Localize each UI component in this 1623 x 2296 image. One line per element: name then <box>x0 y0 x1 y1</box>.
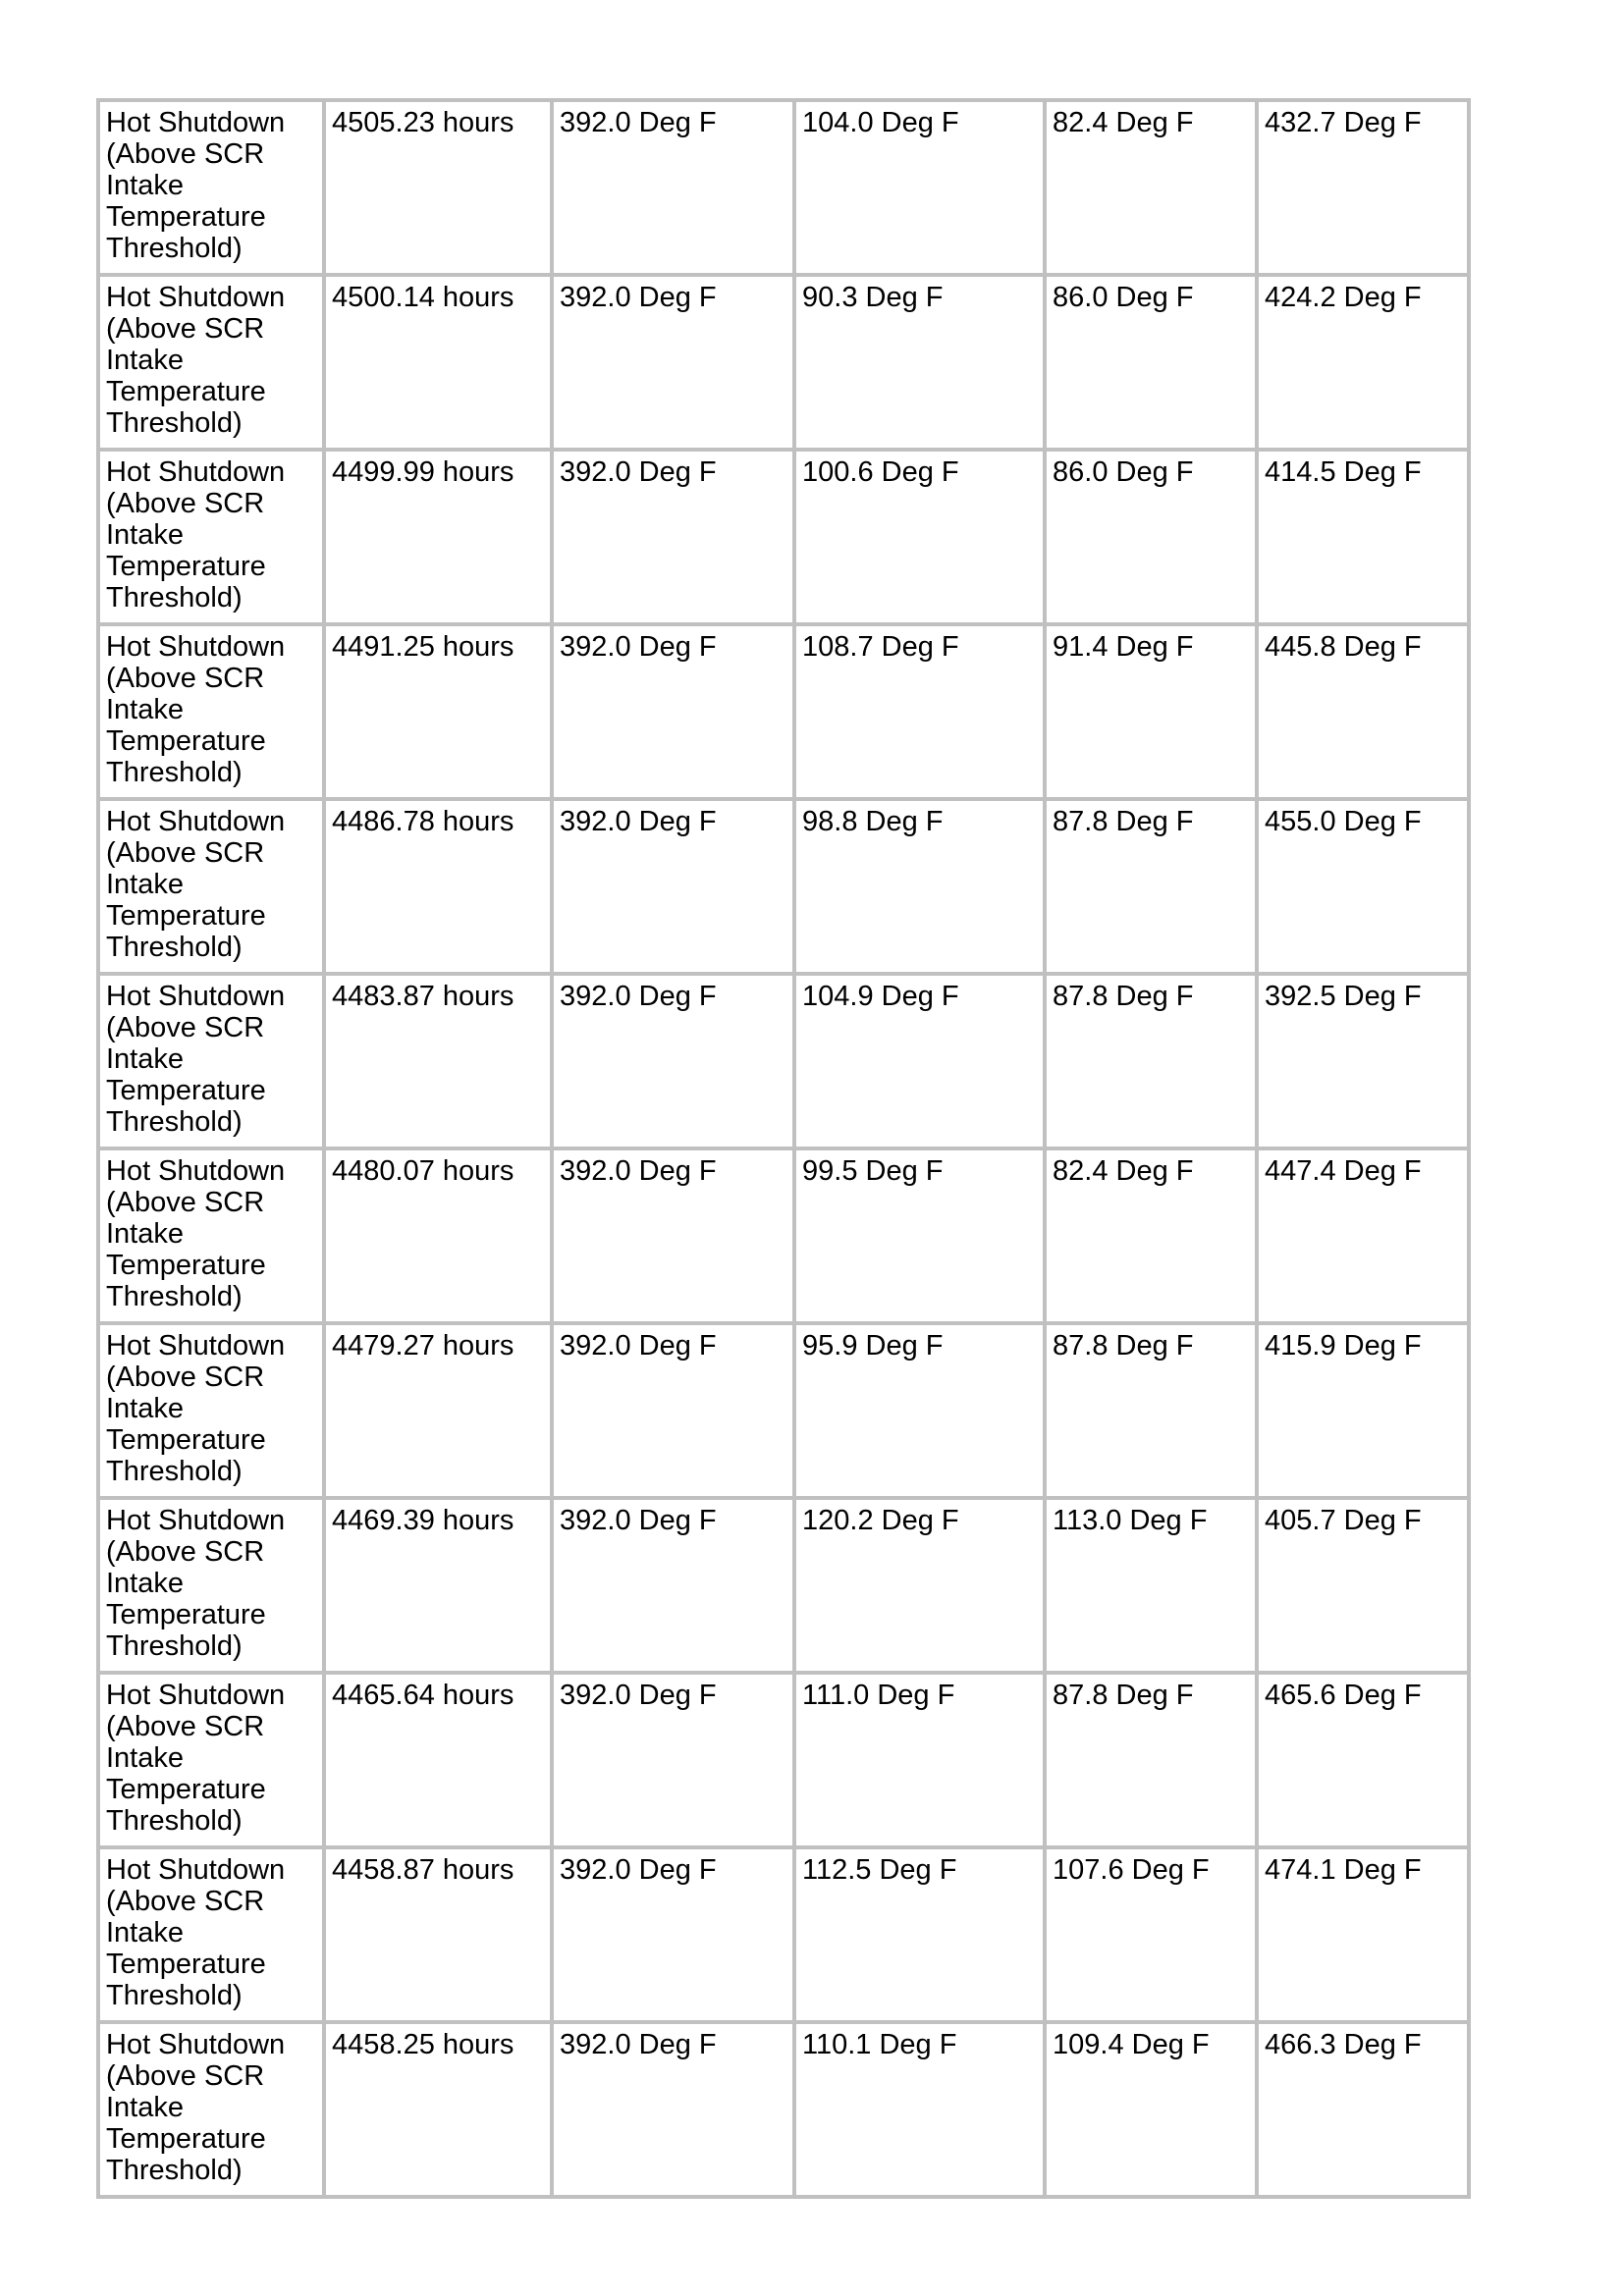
engine-hours-cell: 4486.78 hours <box>324 799 552 974</box>
table-row <box>98 450 1469 624</box>
engine-hours-cell: 4458.87 hours <box>324 1847 552 2022</box>
temp-reading-1-cell: 104.9 Deg F <box>794 974 1045 1148</box>
event-type-cell: Hot Shutdown (Above SCR Intake Temperature Threshold) <box>98 1148 324 1323</box>
engine-hours-cell: 4465.64 hours <box>324 1673 552 1847</box>
temp-reading-2-cell: 82.4 Deg F <box>1045 1148 1257 1323</box>
table-body <box>98 100 1469 2197</box>
scr-threshold-temp-cell: 392.0 Deg F <box>552 100 794 275</box>
scr-threshold-temp-cell: 392.0 Deg F <box>552 1498 794 1673</box>
engine-hours-cell: 4479.27 hours <box>324 1323 552 1498</box>
scr-threshold-temp-cell: 392.0 Deg F <box>552 1673 794 1847</box>
temp-reading-3-cell: 392.5 Deg F <box>1257 974 1469 1148</box>
engine-hours-cell: 4458.25 hours <box>324 2022 552 2197</box>
temp-reading-1-cell: 108.7 Deg F <box>794 624 1045 799</box>
shutdown-events-table <box>96 98 1471 2199</box>
scr-threshold-temp-cell: 392.0 Deg F <box>552 2022 794 2197</box>
scr-threshold-temp-cell: 392.0 Deg F <box>552 275 794 450</box>
table-row <box>98 1148 1469 1323</box>
table-row <box>98 974 1469 1148</box>
temp-reading-2-cell: 87.8 Deg F <box>1045 974 1257 1148</box>
scr-threshold-temp-cell: 392.0 Deg F <box>552 1847 794 2022</box>
event-type-cell: Hot Shutdown (Above SCR Intake Temperature Threshold) <box>98 624 324 799</box>
engine-hours-cell: 4505.23 hours <box>324 100 552 275</box>
event-type-cell: Hot Shutdown (Above SCR Intake Temperature Threshold) <box>98 275 324 450</box>
scr-threshold-temp-cell: 392.0 Deg F <box>552 974 794 1148</box>
event-type-cell: Hot Shutdown (Above SCR Intake Temperature Threshold) <box>98 100 324 275</box>
temp-reading-3-cell: 405.7 Deg F <box>1257 1498 1469 1673</box>
scr-threshold-temp-cell: 392.0 Deg F <box>552 450 794 624</box>
temp-reading-3-cell: 455.0 Deg F <box>1257 799 1469 974</box>
scr-threshold-temp-cell: 392.0 Deg F <box>552 1148 794 1323</box>
engine-hours-cell: 4491.25 hours <box>324 624 552 799</box>
temp-reading-3-cell: 424.2 Deg F <box>1257 275 1469 450</box>
temp-reading-2-cell: 86.0 Deg F <box>1045 450 1257 624</box>
engine-hours-cell: 4480.07 hours <box>324 1148 552 1323</box>
event-type-cell: Hot Shutdown (Above SCR Intake Temperature Threshold) <box>98 799 324 974</box>
table-row <box>98 2022 1469 2197</box>
table-row <box>98 1673 1469 1847</box>
temp-reading-2-cell: 87.8 Deg F <box>1045 1673 1257 1847</box>
engine-hours-cell: 4483.87 hours <box>324 974 552 1148</box>
temp-reading-3-cell: 415.9 Deg F <box>1257 1323 1469 1498</box>
temp-reading-1-cell: 120.2 Deg F <box>794 1498 1045 1673</box>
temp-reading-2-cell: 86.0 Deg F <box>1045 275 1257 450</box>
table-row <box>98 1847 1469 2022</box>
temp-reading-1-cell: 95.9 Deg F <box>794 1323 1045 1498</box>
temp-reading-2-cell: 87.8 Deg F <box>1045 799 1257 974</box>
table-row <box>98 1498 1469 1673</box>
temp-reading-3-cell: 465.6 Deg F <box>1257 1673 1469 1847</box>
temp-reading-1-cell: 104.0 Deg F <box>794 100 1045 275</box>
temp-reading-1-cell: 98.8 Deg F <box>794 799 1045 974</box>
scr-threshold-temp-cell: 392.0 Deg F <box>552 624 794 799</box>
temp-reading-2-cell: 87.8 Deg F <box>1045 1323 1257 1498</box>
temp-reading-2-cell: 113.0 Deg F <box>1045 1498 1257 1673</box>
temp-reading-2-cell: 107.6 Deg F <box>1045 1847 1257 2022</box>
temp-reading-1-cell: 111.0 Deg F <box>794 1673 1045 1847</box>
engine-hours-cell: 4469.39 hours <box>324 1498 552 1673</box>
table-row <box>98 1323 1469 1498</box>
table-row <box>98 624 1469 799</box>
scr-threshold-temp-cell: 392.0 Deg F <box>552 1323 794 1498</box>
temp-reading-3-cell: 474.1 Deg F <box>1257 1847 1469 2022</box>
temp-reading-1-cell: 112.5 Deg F <box>794 1847 1045 2022</box>
event-type-cell: Hot Shutdown (Above SCR Intake Temperature Threshold) <box>98 1673 324 1847</box>
engine-hours-cell: 4500.14 hours <box>324 275 552 450</box>
temp-reading-1-cell: 110.1 Deg F <box>794 2022 1045 2197</box>
event-type-cell: Hot Shutdown (Above SCR Intake Temperature Threshold) <box>98 1847 324 2022</box>
table-row <box>98 275 1469 450</box>
table-row <box>98 799 1469 974</box>
scr-threshold-temp-cell: 392.0 Deg F <box>552 799 794 974</box>
temp-reading-3-cell: 466.3 Deg F <box>1257 2022 1469 2197</box>
event-type-cell: Hot Shutdown (Above SCR Intake Temperature Threshold) <box>98 974 324 1148</box>
temp-reading-2-cell: 109.4 Deg F <box>1045 2022 1257 2197</box>
temp-reading-3-cell: 432.7 Deg F <box>1257 100 1469 275</box>
temp-reading-1-cell: 99.5 Deg F <box>794 1148 1045 1323</box>
table-row <box>98 100 1469 275</box>
event-type-cell: Hot Shutdown (Above SCR Intake Temperature Threshold) <box>98 1323 324 1498</box>
temp-reading-1-cell: 90.3 Deg F <box>794 275 1045 450</box>
event-type-cell: Hot Shutdown (Above SCR Intake Temperature Threshold) <box>98 2022 324 2197</box>
event-type-cell: Hot Shutdown (Above SCR Intake Temperature Threshold) <box>98 1498 324 1673</box>
event-type-cell: Hot Shutdown (Above SCR Intake Temperature Threshold) <box>98 450 324 624</box>
temp-reading-2-cell: 91.4 Deg F <box>1045 624 1257 799</box>
temp-reading-3-cell: 414.5 Deg F <box>1257 450 1469 624</box>
temp-reading-3-cell: 445.8 Deg F <box>1257 624 1469 799</box>
temp-reading-1-cell: 100.6 Deg F <box>794 450 1045 624</box>
temp-reading-2-cell: 82.4 Deg F <box>1045 100 1257 275</box>
temp-reading-3-cell: 447.4 Deg F <box>1257 1148 1469 1323</box>
engine-hours-cell: 4499.99 hours <box>324 450 552 624</box>
